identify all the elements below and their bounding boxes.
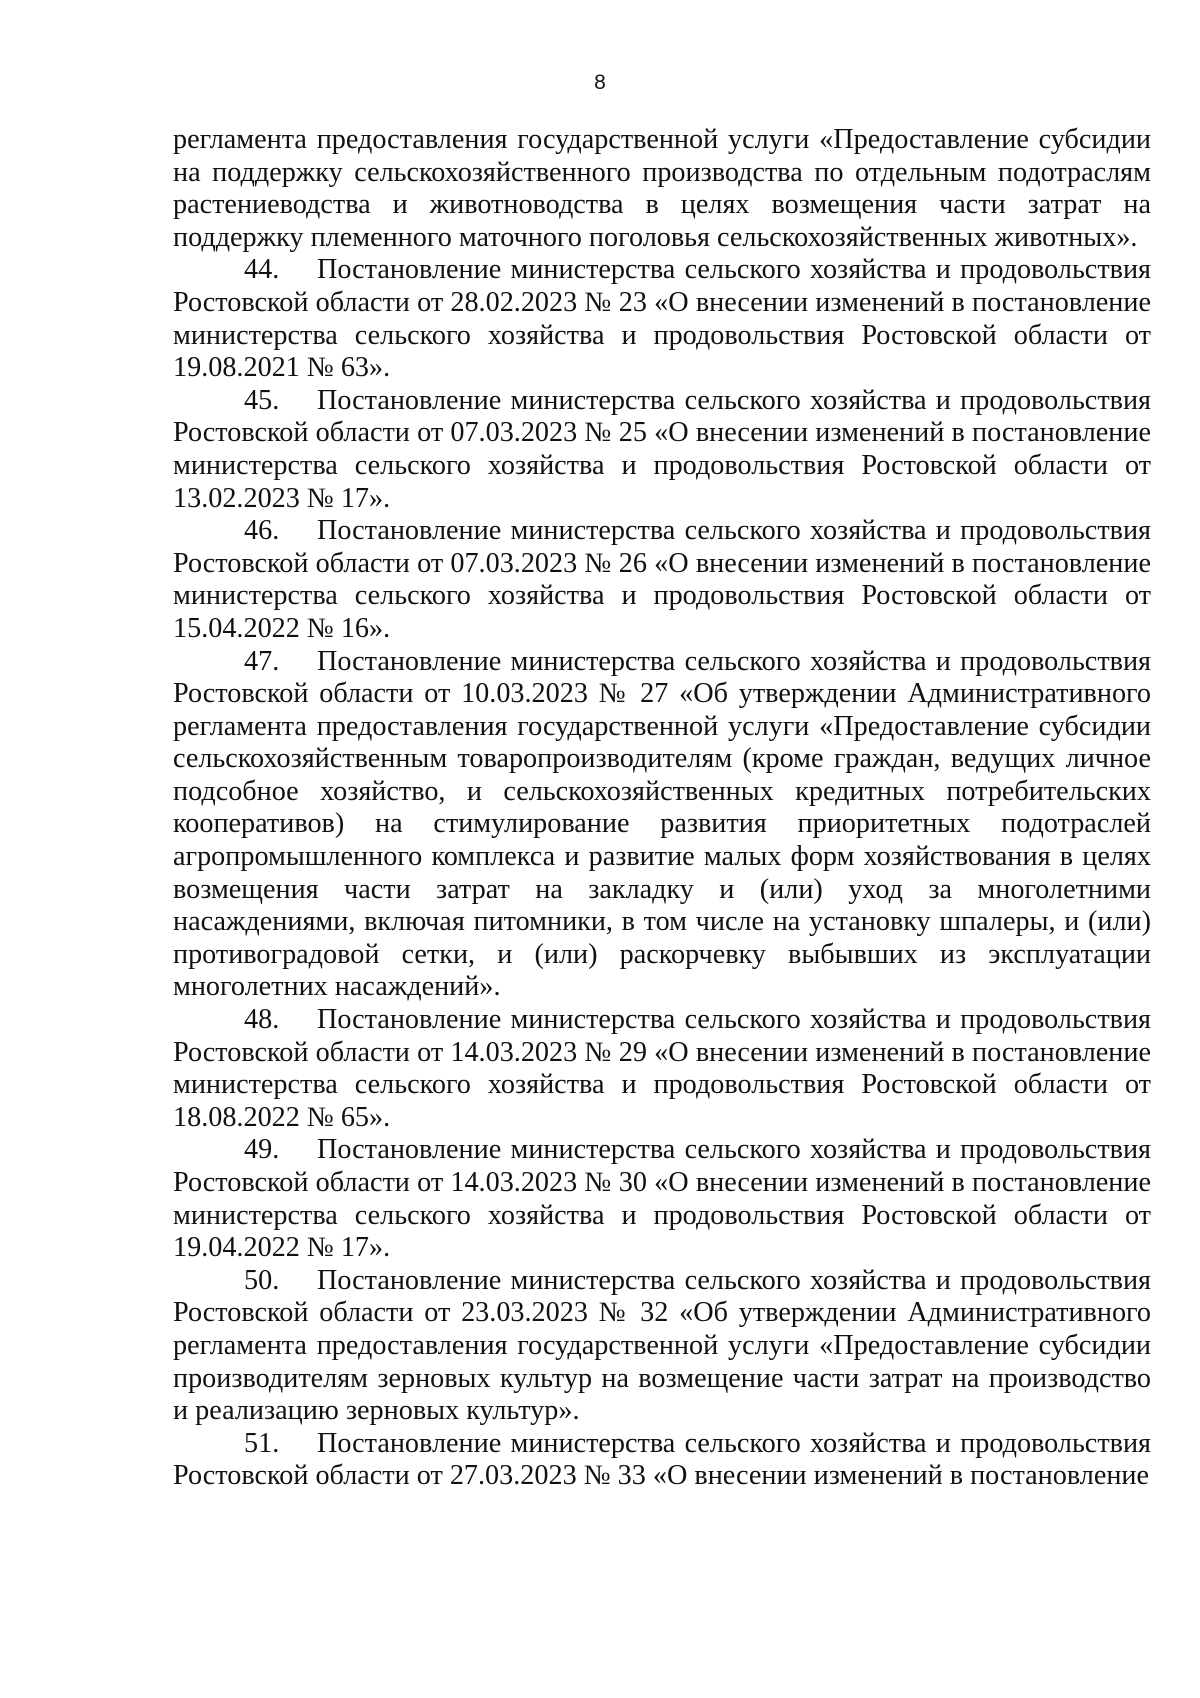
item-text: Постановление министерства сельского хозяйства и продовольствия Ростовской области от 14.03.2023 № 30 «О внесении изменений в постановление министерства сельского хозяйства и продовольствия Ростовской области от 19.04.2022 № 17».: [173, 1134, 1151, 1264]
intro-paragraph: регламента предоставления государственной услуги «Предоставление субсидии на поддержку сельскохозяйственного производства по отдельным подотраслям растениеводства и животноводства в целях возмещения части затрат на поддержку племенного маточного поголовья сельскохозяйственных животных».: [173, 124, 1151, 253]
item-text: Постановление министерства сельского хозяйства и продовольствия Ростовской области от 07.03.2023 № 25 «О внесении изменений в постановление министерства сельского хозяйства и продовольствия Ростовской области от 13.02.2023 № 17».: [173, 384, 1151, 514]
list-item-44: [173, 254, 1151, 384]
item-number: 45.: [244, 384, 280, 416]
list-item-50: [173, 1265, 1151, 1428]
item-number: 44.: [244, 254, 280, 286]
item-number: 46.: [244, 515, 280, 547]
list-item-48: [173, 1004, 1151, 1134]
list-item-45: [173, 385, 1151, 515]
item-text: Постановление министерства сельского хозяйства и продовольствия Ростовской области от 10.03.2023 № 27 «Об утверждении Административного регламента предоставления государственной услуги «Предоставление субсидии сельскохозяйственным товаропроизводителям (кроме граждан, ведущих личное подсобное хозяйство, и сельскохозяйственных кредитных потребительских кооперативов) на стимулирование развития приоритетных подотраслей агропромышленного комплекса и развитие малых форм хозяйствования в целях возмещения части затрат на закладку и (или) уход за многолетними насаждениями, включая питомники, в том числе на установку шпалеры, и (или) противоградовой сетки, и (или) раскорчевку выбывших из эксплуатации многолетних насаждений».: [173, 645, 1151, 1003]
item-text: Постановление министерства сельского хозяйства и продовольствия Ростовской области от 28.02.2023 № 23 «О внесении изменений в постановление министерства сельского хозяйства и продовольствия Ростовской области от 19.08.2021 № 63».: [173, 254, 1151, 384]
item-text: Постановление министерства сельского хозяйства и продовольствия Ростовской области от 14.03.2023 № 29 «О внесении изменений в постановление министерства сельского хозяйства и продовольствия Ростовской области от 18.08.2022 № 65».: [173, 1004, 1151, 1133]
page-number: 8: [594, 71, 606, 94]
item-text: Постановление министерства сельского хозяйства и продовольствия Ростовской области от 07.03.2023 № 26 «О внесении изменений в постановление министерства сельского хозяйства и продовольствия Ростовской области от 15.04.2022 № 16».: [173, 515, 1151, 644]
item-text: Постановление министерства сельского хозяйства и продовольствия Ростовской области от 27.03.2023 № 33 «О внесении изменений в постановление: [173, 1427, 1151, 1492]
list-item-47: [173, 646, 1151, 1005]
item-number: 51.: [244, 1427, 280, 1459]
item-text: Постановление министерства сельского хозяйства и продовольствия Ростовской области от 23.03.2023 № 32 «Об утверждении Административного регламента предоставления государственной услуги «Предоставление субсидии производителям зерновых культур на возмещение части затрат на производство и реализацию зерновых культур».: [173, 1264, 1151, 1427]
item-number: 48.: [244, 1004, 280, 1036]
item-number: 47.: [244, 645, 280, 677]
item-number: 49.: [244, 1134, 280, 1166]
document-body: [173, 124, 1151, 1493]
list-item-51: [173, 1428, 1151, 1493]
list-item-46: [173, 515, 1151, 645]
item-number: 50.: [244, 1264, 280, 1296]
list-item-49: [173, 1134, 1151, 1264]
